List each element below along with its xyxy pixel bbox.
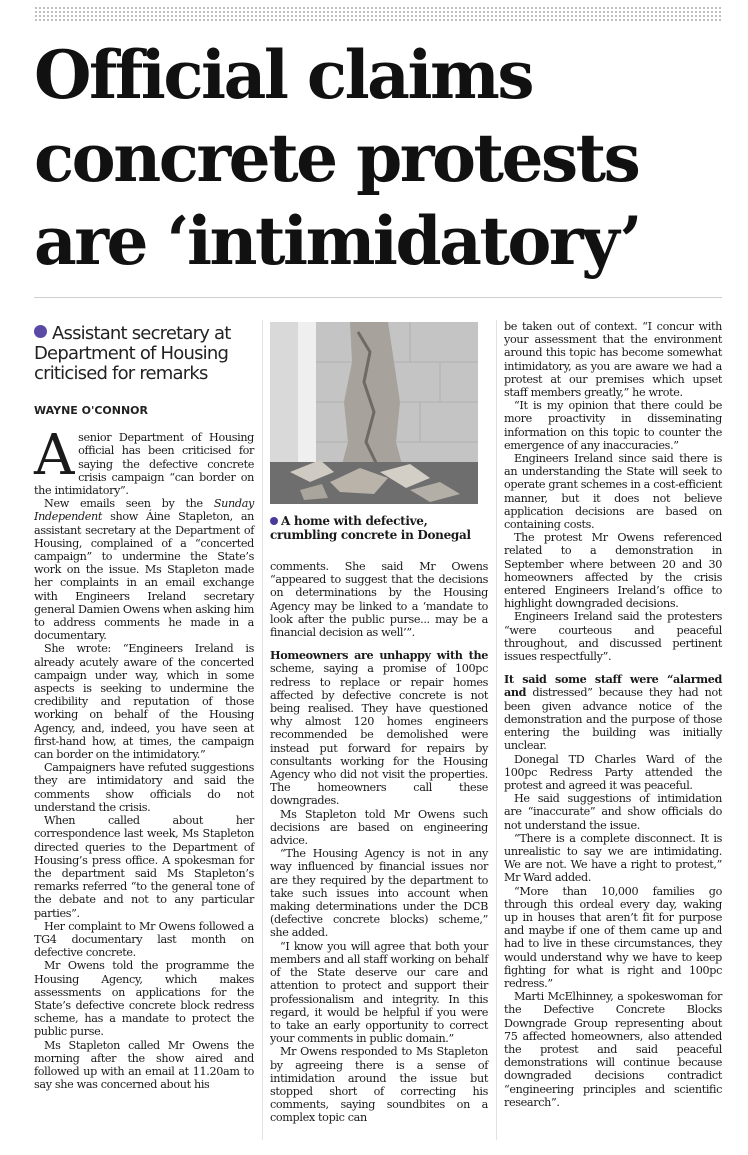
standfirst: Assistant secretary at Department of Housing criticised for remarks: [34, 323, 231, 384]
article-paragraph: Donegal TD Charles Ward of the 100pc Redress Party attended the protest and agreed it was peaceful.: [504, 752, 722, 792]
article-paragraph: Campaigners have refuted suggestions they are intimidatory and said the comments show officials do not understand the crisis.: [34, 761, 254, 814]
article-paragraph: Homeowners are unhappy with the scheme, saying a promise of 100pc redress to replace or repair homes affected by defective concrete is not being realised. They have questioned why almost 120 homes engineers recommended be demolished were instead put forward for repairs by consultants working for the Housing Agency who did not visit the properties. The homeowners call these downgrades.: [270, 648, 488, 808]
column-3: [504, 320, 722, 1109]
article-paragraph: Her complaint to Mr Owens followed a TG4 documentary last month on defective concrete.: [34, 919, 254, 960]
headline-divider: [34, 297, 722, 298]
column-2: [270, 320, 488, 1125]
bullet-dot-icon: [270, 517, 278, 525]
article-paragraph: “There is a complete disconnect. It is unrealistic to say we are intimidating. We are not. We have a right to protest,” Mr Ward added.: [504, 831, 722, 885]
article-paragraph: Marti McElhinney, a spokeswoman for the Defective Concrete Blocks Downgrade Group representing about 75 affected homeowners, also attended the protest and said peaceful demonstrations will continue because downgraded decisions contradict “engineering principles and scientific research”.: [504, 990, 722, 1109]
article-paragraph: comments. She said Mr Owens “appeared to suggest that the decisions on determinations by the Housing Agency may be linked to a ‘mandate to look after the public purse... may be a financial decision as well’”.: [270, 560, 488, 640]
article-paragraph: It said some staff were “alarmed and distressed” because they had not been given advance notice of the demonstration and the purpose of those entering the building was initially unclear.: [504, 672, 722, 753]
article-paragraph: be taken out of context. “I concur with your assessment that the environment around this topic has become somewhat intimidatory, as you are aware we had a protest at our premises which upset staff members greatly,” he wrote.: [504, 320, 722, 400]
headline: [34, 34, 724, 283]
article-paragraph: “It is my opinion that there could be more proactivity in disseminating information on this topic to counter the emergence of any inaccuracies.”: [504, 399, 722, 452]
column-divider: [496, 320, 497, 1140]
drop-cap: A: [34, 423, 75, 489]
article-paragraph: “I know you will agree that both your members and all staff working on behalf of the State deserve our care and attention to protect and support their professionalism and integrity. In this regard, it would be helpful if you were to take an early opportunity to correct your comments in public domain.”: [270, 939, 488, 1046]
bullet-dot-icon: [34, 325, 47, 338]
article-paragraph: “More than 10,000 families go through this ordeal every day, waking up in houses that aren’t fit for purpose and maybe if one of them came up and had to live in these circumstances, they would understand why we have to keep fighting for what is right and 100pc redress.”: [504, 884, 722, 990]
article-paragraph: Engineers Ireland said the protesters “were courteous and peaceful throughout, and discussed pertinent issues respectfully”.: [504, 610, 722, 664]
article-paragraph: Ms Stapleton told Mr Owens such decisions are based on engineering advice.: [270, 807, 488, 848]
crumbling-concrete-wall-image: [270, 322, 478, 504]
article-paragraph: He said suggestions of intimidation are “inaccurate” and show officials do not understand the issue.: [504, 792, 722, 832]
article-paragraph: The protest Mr Owens referenced related to a demonstration in September where between 20 and 30 homeowners affected by the crisis entered Engineers Ireland’s office to highlight downgraded decisions.: [504, 531, 722, 611]
subhead-lead: Homeowners are unhappy with the: [270, 648, 488, 663]
article-paragraph: She wrote: “Engineers Ireland is already acutely aware of the concerted campaign under way, which in some aspects is seeking to undermine the credibility and reputation of those working on behalf of the Housing Agency, and, indeed, you have seen at first-hand how, at times, the campaign can border on the intimidatory.”: [34, 642, 254, 762]
photo-caption: A home with defective, crumbling concrete in Donegal: [270, 514, 471, 542]
column-1: [34, 320, 254, 1091]
column-divider: [262, 320, 263, 1140]
byline: WAYNE O'CONNOR: [34, 404, 148, 417]
headline-line-3: are ‘intimidatory’: [34, 202, 640, 280]
subhead-lead: It said some staff were “alarmed and: [504, 672, 722, 700]
headline-line-1: Official claims: [34, 36, 533, 114]
article-paragraph: When called about her correspondence last week, Ms Stapleton directed queries to the Department of Housing’s press office. A spokesman for the department said Ms Stapleton’s remarks referred “to the general tone of the debate and not to any particular parties”.: [34, 814, 254, 920]
top-dotted-rule: [34, 6, 722, 22]
article-paragraph: “The Housing Agency is not in any way influenced by financial issues nor are they required by the department to take such issues into account when making determinations under the DCB (defective concrete blocks) scheme,” she added.: [270, 847, 488, 940]
headline-line-2: concrete protests: [34, 119, 639, 197]
article-paragraph: Engineers Ireland since said there is an understanding the State will seek to operate grant schemes in a cost-efficient manner, but it does not believe application decisions are based on containing costs.: [504, 452, 722, 532]
article-paragraph: New emails seen by the Sunday Independent show Áine Stapleton, an assistant secretary at the Department of Housing, complained of a “concerted campaign” to undermine the State’s work on the issue. Ms Stapleton made her complaints in an email exchange with Engineers Ireland secretary general Damien Owens when asking him to address comments he made in a documentary.: [34, 497, 254, 643]
article-paragraph: Mr Owens told the programme the Housing Agency, which makes assessments on applications for the State’s defective concrete block redress scheme, has a mandate to protect the public purse.: [34, 959, 254, 1039]
defective-concrete-photo: [270, 322, 478, 504]
article-paragraph: Asenior Department of Housing official has been criticised for saying the defective concrete crisis campaign “can border on the intimidatory”.: [34, 423, 254, 498]
article-paragraph: Ms Stapleton called Mr Owens the morning after the show aired and followed up with an email at 11.20am to say she was concerned about his: [34, 1038, 254, 1092]
article-paragraph: Mr Owens responded to Ms Stapleton by agreeing there is a sense of intimidation around the issue but stopped short of correcting his comments, saying soundbites on a complex topic can: [270, 1045, 488, 1125]
